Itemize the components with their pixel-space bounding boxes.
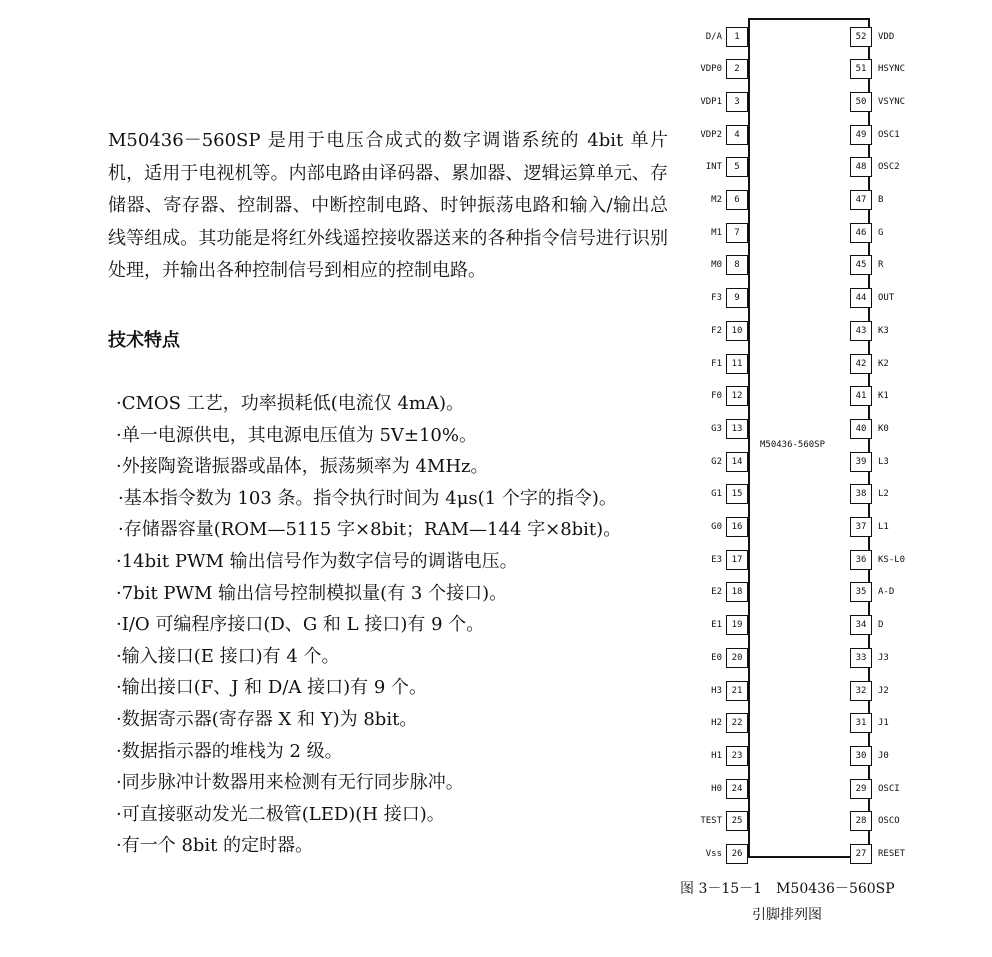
pin-number: 46 — [850, 223, 872, 243]
pin-left — [680, 483, 748, 506]
pin-left — [680, 744, 748, 767]
pin-name: L3 — [878, 456, 889, 467]
pin-name: Vss — [705, 849, 722, 859]
feature-item: ·I/O 可编程序接口(D、G 和 L 接口)有 9 个。 — [116, 614, 485, 636]
pin-name: B — [878, 195, 884, 205]
pin-number: 38 — [850, 484, 872, 504]
pin-name: OSCO — [878, 816, 900, 827]
pin-name: VDD — [878, 31, 895, 42]
feature-item: ·同步脉冲计数器用来检测有无行同步脉冲。 — [116, 772, 464, 794]
pin-name: H3 — [711, 685, 722, 696]
figure-caption: 图 3－15－1 M50436－560SP — [680, 881, 895, 897]
feature-item: ·数据寄示器(寄存器 X 和 Y)为 8bit。 — [116, 708, 418, 730]
pin-name: VDP2 — [700, 129, 722, 140]
pin-name: G1 — [711, 489, 722, 500]
pin-left — [680, 777, 748, 800]
pin-left — [680, 221, 748, 244]
pin-name: OSCI — [878, 783, 900, 794]
pin-right — [850, 483, 940, 506]
pin-name: A-D — [878, 587, 895, 598]
pin-left — [680, 646, 748, 669]
pin-name: KS-L0 — [878, 554, 906, 565]
pin-right — [850, 417, 940, 440]
pin-name: H1 — [711, 750, 722, 761]
pin-left — [680, 58, 748, 81]
pin-name: F1 — [711, 358, 722, 369]
pin-number: 27 — [850, 844, 872, 864]
pin-right — [850, 614, 940, 637]
pin-number: 21 — [726, 681, 748, 701]
pin-left — [680, 581, 748, 604]
pin-left — [680, 123, 748, 146]
pin-left — [680, 810, 748, 833]
pin-name: H2 — [711, 718, 722, 729]
pin-number: 45 — [850, 255, 872, 275]
pin-left — [680, 679, 748, 702]
pin-number: 14 — [726, 452, 748, 472]
pin-number: 7 — [726, 223, 748, 243]
pin-number: 26 — [726, 844, 748, 864]
pin-number: 4 — [726, 125, 748, 145]
pin-number: 25 — [726, 811, 748, 831]
pin-name: M1 — [711, 227, 722, 238]
pin-right — [850, 90, 940, 113]
section-heading: 技术特点 — [108, 330, 180, 351]
pin-name: F3 — [711, 293, 722, 304]
feature-item: ·单一电源供电，其电源电压值为 5V±10%。 — [116, 424, 477, 446]
pin-number: 52 — [850, 27, 872, 47]
feature-item: ·基本指令数为 103 条。指令执行时间为 4μs(1 个字的指令)。 — [118, 487, 617, 509]
pin-name: J0 — [878, 750, 889, 761]
pin-right — [850, 581, 940, 604]
figure-caption-sub: 引脚排列图 — [752, 907, 822, 923]
pin-number: 42 — [850, 354, 872, 374]
pin-left — [680, 614, 748, 637]
pin-right — [850, 352, 940, 375]
pin-number: 22 — [726, 713, 748, 733]
pin-name: M2 — [711, 195, 722, 205]
pin-number: 37 — [850, 517, 872, 537]
pin-number: 11 — [726, 354, 748, 374]
pin-number: 40 — [850, 419, 872, 439]
pin-number: 13 — [726, 419, 748, 439]
pin-name: K0 — [878, 423, 889, 434]
pin-name: E0 — [711, 652, 722, 663]
pin-right — [850, 156, 940, 179]
pin-right — [850, 843, 940, 866]
feature-item: ·输出接口(F、J 和 D/A 接口)有 9 个。 — [116, 677, 428, 699]
pin-left — [680, 843, 748, 866]
pin-left — [680, 156, 748, 179]
feature-item: ·外接陶瓷谐振器或晶体，振荡频率为 4MHz。 — [116, 456, 489, 478]
feature-item: ·输入接口(E 接口)有 4 个。 — [116, 645, 340, 667]
pin-right — [850, 679, 940, 702]
pin-number: 6 — [726, 190, 748, 210]
pin-number: 41 — [850, 386, 872, 406]
pin-name: INT — [705, 162, 722, 173]
pin-name: D — [878, 620, 884, 631]
pin-left — [680, 548, 748, 571]
pin-number: 12 — [726, 386, 748, 406]
pin-left — [680, 450, 748, 473]
pin-number: 48 — [850, 157, 872, 177]
feature-list — [108, 388, 670, 862]
pin-right — [850, 744, 940, 767]
pin-right — [850, 123, 940, 146]
pin-number: 47 — [850, 190, 872, 210]
pin-name: F2 — [711, 325, 722, 336]
pin-name: G — [878, 227, 884, 238]
pin-number: 36 — [850, 550, 872, 570]
pin-number: 32 — [850, 681, 872, 701]
pin-number: 50 — [850, 92, 872, 112]
feature-item: ·数据指示器的堆栈为 2 级。 — [116, 740, 343, 762]
pin-left — [680, 352, 748, 375]
pin-right — [850, 221, 940, 244]
pin-number: 28 — [850, 811, 872, 831]
pin-name: L2 — [878, 489, 889, 500]
pin-name: J2 — [878, 685, 889, 696]
feature-item: ·存储器容量(ROM—5115 字×8bit；RAM—144 字×8bit)。 — [118, 519, 622, 541]
pin-name: M0 — [711, 260, 722, 271]
pin-number: 2 — [726, 59, 748, 79]
pin-left — [680, 90, 748, 113]
pin-number: 30 — [850, 746, 872, 766]
chip-label: M50436-560SP — [760, 440, 826, 450]
pin-right — [850, 516, 940, 539]
pin-number: 3 — [726, 92, 748, 112]
pin-number: 9 — [726, 288, 748, 308]
pin-number: 44 — [850, 288, 872, 308]
pin-left — [680, 189, 748, 212]
pin-number: 17 — [726, 550, 748, 570]
pin-name: G2 — [711, 456, 722, 467]
feature-item: ·有一个 8bit 的定时器。 — [116, 835, 314, 857]
pin-name: RESET — [878, 849, 906, 859]
pin-name: K1 — [878, 391, 889, 402]
pin-right — [850, 810, 940, 833]
pin-left — [680, 712, 748, 735]
pin-number: 1 — [726, 27, 748, 47]
pin-name: J1 — [878, 718, 889, 729]
pin-left — [680, 254, 748, 277]
pin-name: VSYNC — [878, 96, 906, 107]
pin-number: 16 — [726, 517, 748, 537]
pin-number: 39 — [850, 452, 872, 472]
pin-left — [680, 319, 748, 342]
pin-right — [850, 58, 940, 81]
pin-name: J3 — [878, 652, 889, 663]
pin-right — [850, 319, 940, 342]
pin-right — [850, 450, 940, 473]
intro-paragraph: M50436－560SP 是用于电压合成式的数字调谐系统的 4bit 单片机，适用于电视机等。内部电路由译码器、累加器、逻辑运算单元、存储器、寄存器、控制器、中断控制电路、时钟振荡电路和输入/输出总线等组成。其功能是将红外线遥控接收器送来的各种指令信号进行识别处理，并输出各种控制信号到相应的控制电路。 — [108, 130, 668, 281]
pin-left — [680, 516, 748, 539]
feature-item: ·14bit PWM 输出信号作为数字信号的调谐电压。 — [116, 550, 518, 572]
pin-number: 15 — [726, 484, 748, 504]
pin-number: 23 — [726, 746, 748, 766]
pin-number: 49 — [850, 125, 872, 145]
pin-number: 31 — [850, 713, 872, 733]
pin-right — [850, 385, 940, 408]
pin-name: E2 — [711, 587, 722, 598]
pin-name: OSC2 — [878, 162, 900, 173]
pin-left — [680, 25, 748, 48]
pin-number: 8 — [726, 255, 748, 275]
pin-number: 35 — [850, 582, 872, 602]
pin-right — [850, 254, 940, 277]
pin-right — [850, 777, 940, 800]
pin-number: 43 — [850, 321, 872, 341]
pin-name: H0 — [711, 783, 722, 794]
pin-name: VDP1 — [700, 96, 722, 107]
feature-item: ·7bit PWM 输出信号控制模拟量(有 3 个接口)。 — [116, 582, 508, 604]
pin-number: 29 — [850, 779, 872, 799]
pin-name: K2 — [878, 358, 889, 369]
pin-name: E1 — [711, 620, 722, 631]
pin-number: 51 — [850, 59, 872, 79]
pin-right — [850, 712, 940, 735]
pin-number: 33 — [850, 648, 872, 668]
pin-name: E3 — [711, 554, 722, 565]
pin-name: HSYNC — [878, 64, 906, 75]
pin-number: 24 — [726, 779, 748, 799]
pin-number: 19 — [726, 615, 748, 635]
pin-left — [680, 417, 748, 440]
pin-right — [850, 548, 940, 571]
pin-name: F0 — [711, 391, 722, 402]
pin-name: K3 — [878, 325, 889, 336]
pin-number: 34 — [850, 615, 872, 635]
pin-number: 20 — [726, 648, 748, 668]
pin-right — [850, 189, 940, 212]
feature-item: ·CMOS 工艺，功率损耗低(电流仅 4mA)。 — [116, 393, 465, 414]
feature-item: ·可直接驱动发光二极管(LED)(H 接口)。 — [116, 803, 445, 825]
pin-number: 10 — [726, 321, 748, 341]
pin-right — [850, 287, 940, 310]
pin-name: TEST — [700, 816, 722, 827]
pin-number: 5 — [726, 157, 748, 177]
pin-left — [680, 287, 748, 310]
pin-name: L1 — [878, 522, 889, 532]
pin-right — [850, 646, 940, 669]
pin-name: VDP0 — [700, 64, 722, 75]
pin-right — [850, 25, 940, 48]
pin-number: 18 — [726, 582, 748, 602]
pin-name: OUT — [878, 293, 895, 304]
pin-name: D/A — [705, 31, 722, 42]
pin-name: OSC1 — [878, 129, 900, 140]
pin-name: R — [878, 260, 884, 271]
pin-name: G0 — [711, 522, 722, 532]
pin-name: G3 — [711, 423, 722, 434]
pin-left — [680, 385, 748, 408]
